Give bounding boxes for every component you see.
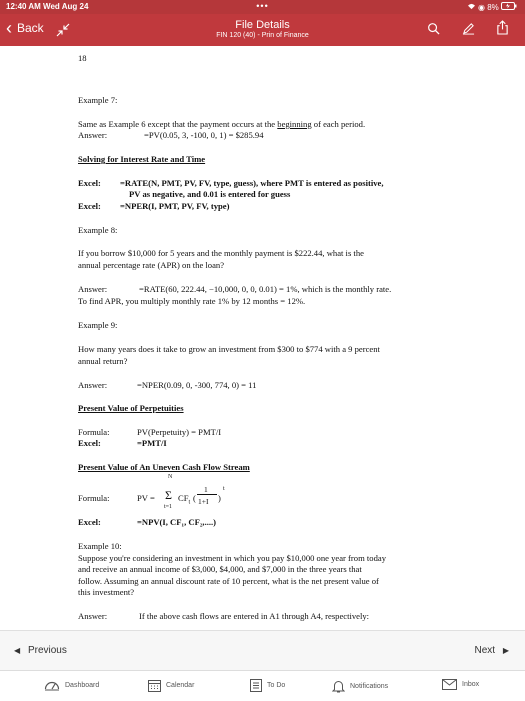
rate-formula-line1: =RATE(N, PMT, PV, FV, type, guess), where PMT is entered as positive, (120, 178, 384, 188)
perpetuity-excel: =PMT/I (137, 438, 167, 448)
sum-lower-limit: t=1 (164, 504, 173, 510)
multitask-dots[interactable]: ••• (256, 1, 269, 11)
page-navigation (0, 630, 525, 671)
perpetuity-formula: PV(Perpetuity) = PMT/I (137, 427, 222, 437)
example-10-title: Example 10: (78, 541, 122, 551)
page-subtitle: FIN 120 (40) - Prin of Finance (216, 32, 309, 39)
example-8-answer: =RATE(60, 222.44, −10,000, 0, 0, 0.01) = 1%, which is the monthly rate. (139, 284, 392, 294)
example-7-title: Example 7: (78, 95, 118, 105)
battery-percent: 8% (487, 3, 499, 12)
example-9-answer: =NPER(0.09, 0, -300, 774, 0) = 11 (137, 380, 257, 390)
checklist-icon (250, 679, 262, 692)
page-title: File Details (235, 19, 290, 31)
tab-label: Calendar (166, 682, 195, 689)
example-8-question-line2: annual percentage rate (APR) on the loan? (78, 260, 225, 270)
next-button[interactable] (475, 645, 510, 656)
example-8-question-line1: If you borrow $10,000 for 5 years and the monthly payment is $222.44, what is the (78, 248, 364, 258)
tab-label: Dashboard (65, 681, 100, 689)
previous-button[interactable] (14, 645, 67, 656)
section-perpetuities: Present Value of Perpetuities (78, 403, 184, 413)
cash-flow-term: $CF_t$ (178, 493, 191, 506)
caret-left-icon: ◀ (14, 646, 21, 655)
fraction-denominator: 1+I (198, 497, 209, 506)
example-7-question: Same as Example 6 except that the payment occurs at the beginning of each period. (78, 119, 366, 129)
uneven-pv-label: PV = (137, 493, 155, 503)
paren-open: ( (193, 493, 196, 503)
header-titles (0, 19, 525, 39)
example-10-line1: Suppose you're considering an investment in which you pay $10,000 one year from today (78, 553, 386, 563)
tab-notifications[interactable] (332, 679, 388, 693)
uneven-formula-label: Formula: (78, 493, 110, 503)
bottom-tab-bar (0, 670, 525, 701)
caret-right-icon: ▶ (502, 646, 509, 655)
tab-label: To Do (267, 682, 286, 689)
tab-label: Notifications (350, 682, 389, 690)
example-10-line2: and receive an annual income of $3,000, $4,000, and $7,000 in the three years that (78, 564, 362, 574)
section-interest-rate-time: Solving for Interest Rate and Time (78, 154, 206, 164)
example-10-line4: this investment? (78, 587, 135, 597)
rate-formula-line2: PV as negative, and 0.01 is entered for guess (129, 189, 291, 199)
perpetuity-excel-label: Excel: (78, 438, 101, 448)
example-9-question-line2: annual return? (78, 356, 128, 366)
tab-inbox[interactable] (442, 679, 479, 690)
page-number: 18 (78, 53, 87, 63)
example-8-title: Example 8: (78, 225, 118, 235)
pencil-icon[interactable] (462, 22, 475, 35)
sigma-symbol: Σ (165, 488, 172, 502)
example-8-answer-label: Answer: (78, 284, 108, 294)
fraction-numerator: 1 (204, 485, 208, 494)
status-bar (0, 0, 525, 14)
example-7-answer: =PV(0.05, 3, -100, 0, 1) = $285.94 (144, 130, 264, 140)
example-7-answer-label: Answer: (78, 130, 108, 140)
dashboard-icon (44, 679, 60, 691)
tab-label: Inbox (462, 681, 480, 688)
status-right (467, 2, 517, 12)
battery-icon (501, 3, 517, 12)
next-label: Next (474, 645, 496, 656)
chevron-left-icon: ‹ (6, 18, 12, 38)
tab-calendar[interactable] (148, 679, 194, 692)
section-uneven-cash-flow: Present Value of An Uneven Cash Flow Stream (78, 462, 250, 472)
uneven-excel-label: Excel: (78, 517, 101, 527)
app-header (0, 14, 525, 46)
document-viewer[interactable] (0, 46, 525, 630)
calendar-icon (148, 679, 161, 692)
sum-upper-limit: N (168, 474, 173, 480)
fraction-bar (197, 494, 217, 495)
excel-label-rate: Excel: (78, 178, 101, 188)
exponent-t: t (223, 486, 225, 492)
share-icon[interactable] (496, 20, 509, 35)
paren-close: ) (218, 493, 221, 503)
nper-formula: =NPER(I, PMT, PV, FV, type) (120, 201, 230, 211)
status-time: 12:40 AM Wed Aug 24 (6, 2, 89, 11)
perpetuity-formula-label: Formula: (78, 427, 110, 437)
example-10-answer-label: Answer: (78, 611, 108, 621)
bell-icon (332, 679, 345, 693)
example-10-answer: If the above cash flows are entered in A1 through A4, respectively: (139, 611, 370, 621)
example-10-line3: follow. Assuming an annual discount rate of 10 percent, what is the net present value of (78, 576, 379, 586)
back-label: Back (17, 21, 44, 35)
example-8-answer-line2: To find APR, you multiply monthly rate 1% by 12 months = 12%. (78, 296, 306, 306)
search-icon[interactable] (427, 22, 440, 35)
example-9-answer-label: Answer: (78, 380, 108, 390)
tab-dashboard[interactable] (44, 679, 99, 691)
npv-formula: =NPV(I, CF₁, CF₂,....) (137, 517, 217, 527)
previous-label: Previous (27, 645, 67, 656)
example-9-title: Example 9: (78, 320, 118, 330)
tab-todo[interactable] (250, 679, 285, 692)
location-icon: ◉ (477, 3, 485, 12)
excel-label-nper: Excel: (78, 201, 101, 211)
mail-icon (442, 679, 457, 690)
wifi-icon (467, 3, 478, 12)
example-9-question-line1: How many years does it take to grow an investment from $300 to $774 with a 9 percent (78, 344, 380, 354)
